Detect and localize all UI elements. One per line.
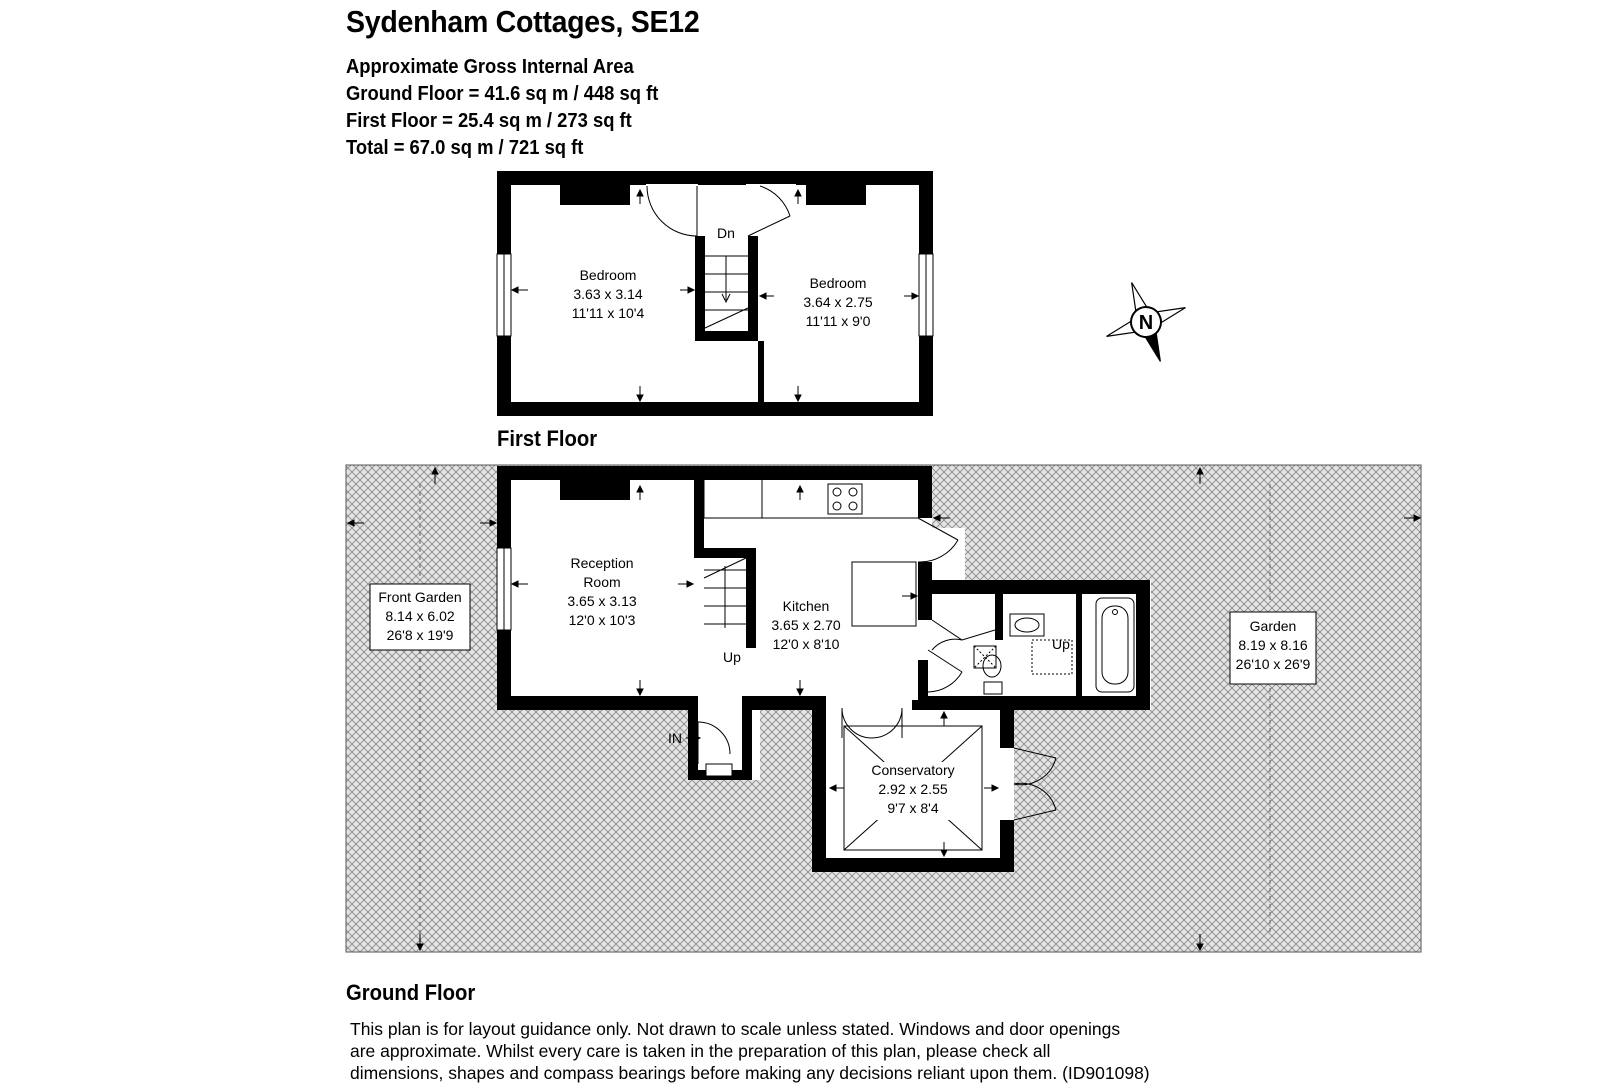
compass-icon	[1092, 268, 1200, 376]
area-heading: Approximate Gross Internal Area	[346, 56, 634, 78]
conservatory-imperial: 9'7 x 8'4	[887, 800, 939, 816]
bedroom2-name: Bedroom	[809, 275, 867, 291]
stairs-up-label: Up	[723, 649, 741, 665]
reception-name2: Room	[583, 574, 621, 590]
front-garden-name: Front Garden	[378, 589, 462, 605]
bedroom2-metric: 3.64 x 2.75	[803, 294, 873, 310]
bath-up-label: Up	[1052, 636, 1070, 652]
reception-metric: 3.65 x 3.13	[567, 593, 637, 609]
bedroom2-imperial: 11'11 x 9'0	[805, 313, 871, 329]
area-first: First Floor = 25.4 sq m / 273 sq ft	[346, 110, 632, 132]
kitchen-name: Kitchen	[782, 598, 830, 614]
first-floor-label: First Floor	[497, 426, 598, 451]
conservatory-name: Conservatory	[871, 762, 955, 778]
compass-n-label: N	[1138, 312, 1154, 334]
garden-name: Garden	[1249, 618, 1297, 634]
front-garden-label	[370, 584, 470, 650]
bedroom1-imperial: 11'11 x 10'4	[571, 305, 645, 321]
disclaimer-line1: This plan is for layout guidance only. Not drawn to scale unless stated. Windows and door openings	[350, 1019, 1121, 1039]
disclaimer-line3: dimensions, shapes and compass bearings before making any decisions reliant upon them. (ID901098)	[350, 1063, 1150, 1083]
first-floor	[497, 171, 933, 416]
kitchen-imperial: 12'0 x 8'10	[772, 636, 840, 652]
entrance-label: IN	[668, 730, 682, 746]
reception-name1: Reception	[570, 555, 634, 571]
bedroom1-metric: 3.63 x 3.14	[573, 286, 643, 302]
front-garden-imperial: 26'8 x 19'9	[386, 627, 454, 643]
garden-imperial: 26'10 x 26'9	[1235, 656, 1311, 672]
area-ground: Ground Floor = 41.6 sq m / 448 sq ft	[346, 83, 659, 105]
bedroom1-name: Bedroom	[579, 267, 637, 283]
stairs-down-label: Dn	[717, 225, 735, 241]
area-total: Total = 67.0 sq m / 721 sq ft	[346, 137, 584, 159]
plan-title: Sydenham Cottages, SE12	[346, 4, 700, 39]
front-garden-metric: 8.14 x 6.02	[385, 608, 455, 624]
conservatory-metric: 2.92 x 2.55	[878, 781, 948, 797]
reception-imperial: 12'0 x 10'3	[568, 612, 636, 628]
ground-floor-label: Ground Floor	[346, 980, 476, 1005]
garden-label	[1230, 612, 1316, 684]
garden-metric: 8.19 x 8.16	[1238, 637, 1308, 653]
kitchen-metric: 3.65 x 2.70	[771, 617, 841, 633]
disclaimer	[350, 1018, 1150, 1084]
disclaimer-line2: are approximate. Whilst every care is taken in the preparation of this plan, please check all	[350, 1041, 1051, 1061]
